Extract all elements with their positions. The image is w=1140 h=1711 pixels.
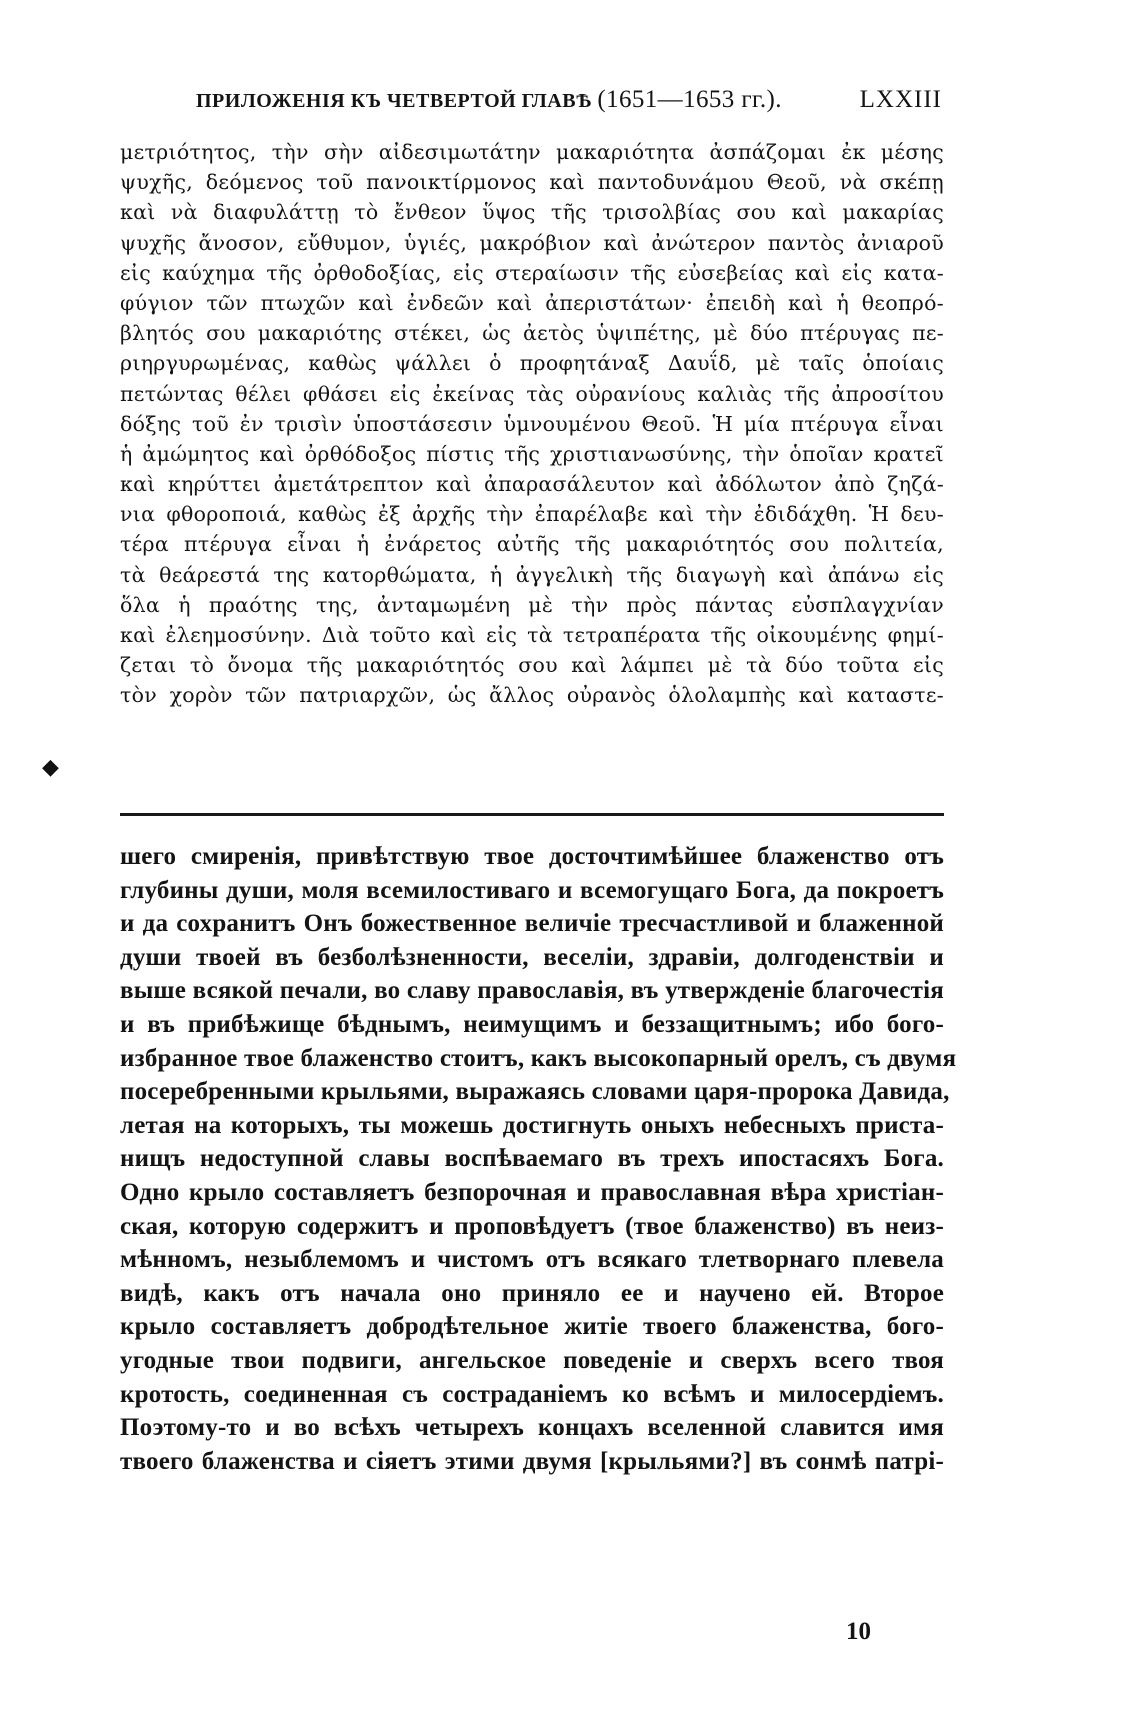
text-line: βλητός σου μακαριότης στέκει, ὡς ἀετὸς ὑψιπέτης, μὲ δύο πτέρυγας πε- bbox=[120, 321, 944, 346]
text-line: шего смиренія, привѣтствую твое досточтимѣйшее блаженство отъ bbox=[120, 843, 944, 870]
margin-hand-mark-icon: ◆ bbox=[42, 755, 59, 780]
text-line: Поэтому-то и во всѣхъ четырехъ концахъ вселенной славится имя bbox=[120, 1414, 944, 1442]
text-line: νια φθοροποιά, καθὼς ἐξ ἀρχῆς τὴν ἐπαρέλαβε καὶ τὴν ἐδιδάχθη. Ἡ δευ- bbox=[120, 502, 944, 527]
greek-original-text bbox=[120, 137, 944, 711]
text-line: летая на которыхъ, ты можешь достигнуть оныхъ небесныхъ приста- bbox=[120, 1111, 944, 1139]
text-line: глубины души, моля всемилостиваго и всемогущаго Бога, да покроетъ bbox=[120, 876, 944, 904]
text-line: μετριότητος, τὴν σὴν αἰδεσιμωτάτην μακαριότητα ἀσπάζομαι ἐκ μέσης bbox=[120, 140, 944, 164]
text-line: δόξης τοῦ ἐν τρισὶν ὑποστάσεσιν ὑμνουμένου Θεοῦ. Ἡ μία πτέρυγα εἶναι bbox=[120, 411, 944, 436]
text-line: и въ прибѣжище бѣднымъ, неимущимъ и беззащитнымъ; ибо бого- bbox=[120, 1010, 944, 1038]
text-line: твоего блаженства и сіяетъ этими двумя [крыльями?] въ сонмѣ патрі- bbox=[120, 1447, 944, 1475]
text-line: ψυχῆς ἄνοσον, εὔθυμον, ὑγιές, μακρόβιον καὶ ἀνώτερον παντὸς ἀνιαροῦ bbox=[120, 230, 944, 255]
text-line: τέρα πτέρυγα εἶναι ἡ ἐνάρετος αὐτῆς τῆς μακαριότητός σου πολιτεία, bbox=[120, 532, 944, 557]
page-number-roman: LXXIII bbox=[859, 86, 942, 113]
text-line: посеребренными крыльями, выражаясь словами царя-пророка Давида, bbox=[120, 1078, 950, 1106]
text-line: ская, которую содержитъ и проповѣдуетъ (твое блаженство) въ неиз- bbox=[120, 1212, 944, 1240]
text-line: τὸν χορὸν τῶν πατριαρχῶν, ὡς ἄλλος οὐρανὸς ὁλολαμπὴς καὶ καταστε- bbox=[120, 683, 944, 708]
text-line: φύγιον τῶν πτωχῶν καὶ ἐνδεῶν καὶ ἀπεριστάτων· ἐπειδὴ καὶ ἡ θεοπρό- bbox=[120, 290, 944, 315]
text-line: Одно крыло составляетъ безпорочная и православная вѣра христіан- bbox=[120, 1178, 944, 1206]
text-line: εἰς καύχημα τῆς ὀρθοδοξίας, εἰς στεραίωσιν τῆς εὐσεβείας καὶ εἰς κατα- bbox=[120, 260, 944, 285]
text-line: крыло составляетъ добродѣтельное житіе твоего блаженства, бого- bbox=[120, 1313, 944, 1341]
section-divider bbox=[120, 813, 944, 816]
text-line: выше всякой печали, во славу православія, въ утвержденіе благочестія bbox=[120, 977, 944, 1005]
text-line: ψυχῆς, δεόμενος τοῦ πανοικτίρμονος καὶ παντοδυνάμου Θεοῦ, νὰ σκέπῃ bbox=[120, 170, 944, 195]
text-line: ριηργυρωμένας, καθὼς ψάλλει ὁ προφητάναξ Δαυΐδ, μὲ ταῖς ὁποίαις bbox=[120, 351, 944, 376]
signature-number: 10 bbox=[846, 1618, 871, 1645]
text-line: τὰ θεάρεστά της κατορθώματα, ἡ ἀγγελικὴ τῆς διαγωγὴ καὶ ἀπάνω εἰς bbox=[120, 562, 944, 587]
text-line: мѣнномъ, незыблемомъ и чистомъ отъ всякаго тлетворнаго плевела bbox=[120, 1246, 944, 1274]
text-line: нищъ недоступной славы воспѣваемаго въ трехъ ипостасяхъ Бога. bbox=[120, 1145, 944, 1173]
running-title-years: (1651—1653 гг.). bbox=[597, 86, 782, 113]
text-line: угодные твои подвиги, ангельское поведеніе и сверхъ всего твоя bbox=[120, 1346, 944, 1374]
running-title-text: ПРИЛОЖЕНІЯ КЪ ЧЕТВЕРТОЙ ГЛАВѢ bbox=[196, 90, 592, 112]
text-line: и да сохранитъ Онъ божественное величіе тресчастливой и блаженной bbox=[120, 910, 944, 938]
text-line: видѣ, какъ отъ начала оно приняло ее и научено ей. Второе bbox=[120, 1279, 944, 1307]
page-header bbox=[196, 80, 942, 116]
text-line: πετώντας θέλει φθάσει εἰς ἐκείνας τὰς οὐρανίους καλιὰς τῆς ἀπροσίτου bbox=[120, 381, 944, 406]
text-line: души твоей въ безболѣзненности, веселіи, здравіи, долгоденствіи и bbox=[120, 943, 944, 971]
text-line: καὶ ἐλεημοσύνην. Διὰ τοῦτο καὶ εἰς τὰ τετραπέρατα τῆς οἰκουμένης φημί- bbox=[120, 623, 944, 647]
text-line: ἡ ἀμώμητος καὶ ὀρθόδοξος πίστις τῆς χριστιανωσύνης, τὴν ὁποῖαν κρατεῖ bbox=[120, 441, 944, 466]
text-line: избранное твое блаженство стоитъ, какъ высокопарный орелъ, съ двумя bbox=[120, 1044, 957, 1072]
text-line: кротость, соединенная съ состраданіемъ ко всѣмъ и милосердіемъ. bbox=[120, 1380, 944, 1408]
russian-translation-text bbox=[120, 840, 957, 1478]
text-line: καὶ νὰ διαφυλάττῃ τὸ ἔνθεον ὕψος τῆς τρισολβίας σου καὶ μακαρίας bbox=[120, 200, 944, 225]
text-line: ζεται τὸ ὄνομα τῆς μακαριότητός σου καὶ λάμπει μὲ τὰ δύο τοῦτα εἰς bbox=[120, 653, 944, 678]
text-line: ὅλα ἡ πραότης της, ἀνταμωμένη μὲ τὴν πρὸς πάντας εὐσπλαγχνίαν bbox=[120, 592, 944, 617]
text-line: καὶ κηρύττει ἀμετάτρεπτον καὶ ἀπαρασάλευτον καὶ ἀδόλωτον ἀπὸ ζηζά- bbox=[120, 472, 944, 497]
running-title bbox=[196, 86, 782, 114]
